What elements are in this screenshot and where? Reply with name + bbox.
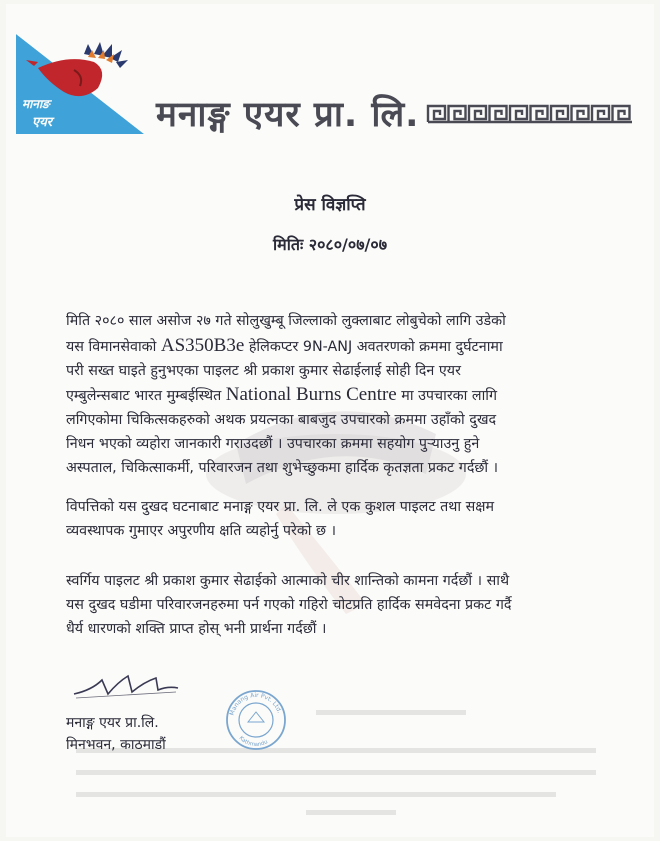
p1-line: मिति २०८० साल असोज २७ गते सोलुखुम्बू जिल्लाको लुक्लाबाट लोबुचेको लागि उडेको xyxy=(66,313,506,329)
fret-unit xyxy=(469,106,486,122)
press-release-page xyxy=(6,4,654,837)
aircraft-model: AS350B3e xyxy=(160,334,245,356)
signature xyxy=(72,668,182,708)
notice-title: प्रेस विज्ञप्ति xyxy=(294,195,366,215)
p1-line xyxy=(66,383,614,409)
logo-text-line1: मानाङ xyxy=(22,97,50,111)
logo-text-line2: एयर xyxy=(32,115,53,130)
text-run: यस विमानसेवाको xyxy=(66,338,161,355)
signatory-address: मिनभवन, काठमाडौं xyxy=(66,737,166,753)
fret-unit xyxy=(490,106,507,122)
fret-unit xyxy=(449,106,466,122)
manang-air-logo xyxy=(16,34,144,134)
p3-line: धैर्य धारणको शक्ति प्राप्त होस् भनी प्रार्थना गर्दछौं । xyxy=(66,620,327,637)
fret-unit xyxy=(572,106,589,122)
p1-line: परी सख्त घाइते हुनुभएका पाइलट श्री प्रकाश कुमार सेढाईलाई सोही दिन एयर xyxy=(66,362,461,379)
p1-line xyxy=(66,334,614,360)
decorative-border xyxy=(426,103,636,125)
paragraph-3 xyxy=(66,570,614,641)
paragraph-1 xyxy=(66,310,614,481)
official-stamp xyxy=(224,688,288,752)
fret-unit xyxy=(592,106,609,122)
p2-line: विपत्तिको यस दुखद घटनाबाट मनाङ्ग एयर प्रा. लि. ले एक कुशल पाइलट तथा सक्षम xyxy=(66,499,495,515)
stamp-text: Manang Air Pvt. Ltd. xyxy=(228,691,283,717)
text-run: एम्बुलेन्सबाट भारत मुम्बईस्थित xyxy=(66,388,226,405)
fret-unit xyxy=(531,106,548,122)
fret-unit xyxy=(428,106,445,122)
p1-line: अस्पताल, चिकित्साकर्मी, परिवारजन तथा शुभेच्छुकमा हार्दिक कृतज्ञता प्रकट गर्दछौं । xyxy=(66,459,499,476)
p3-line: यस दुखद घडीमा परिवारजनहरुमा पर्न गएको गहिरो चोटप्रति हार्दिक समवेदना प्रकट गर्दै xyxy=(66,596,512,613)
signatory-block xyxy=(66,712,166,756)
signatory-org: मनाङ्ग एयर प्रा.लि. xyxy=(66,715,159,731)
text-run: हेलिकप्टर 9N-ANJ अवतरणको क्रममा दुर्घटनामा xyxy=(244,338,503,355)
fret-unit xyxy=(551,106,568,122)
text-run: मा उपचारका लागि xyxy=(396,388,498,405)
notice-date: मितिः २०८०/०७/०७ xyxy=(272,235,388,254)
stamp-city: Kathmandu xyxy=(237,735,269,749)
p2-line: व्यवस्थापक गुमाएर अपुरणीय क्षति व्यहोर्नु परेको छ । xyxy=(66,522,337,539)
p1-line: लगिएकोमा चिकित्सकहरुको अथक प्रयत्नका बाबजुद उपचारको क्रममा उहाँको दुखद xyxy=(66,412,497,429)
fret-unit xyxy=(510,106,527,122)
fret-unit xyxy=(613,106,630,122)
paragraph-2 xyxy=(66,496,614,544)
company-name: मनाङ्ग एयर प्रा. लि. xyxy=(156,95,420,135)
hospital-name: National Burns Centre xyxy=(225,384,397,406)
p1-line: निधन भएको व्यहोरा जानकारी गराउदछौं । उपचारका क्रममा सहयोग पुऱ्याउनु हुने xyxy=(66,435,480,452)
p3-line: स्वर्गिय पाइलट श्री प्रकाश कुमार सेढाईको आत्माको चीर शान्तिको कामना गर्दछौं । साथै xyxy=(66,573,510,589)
